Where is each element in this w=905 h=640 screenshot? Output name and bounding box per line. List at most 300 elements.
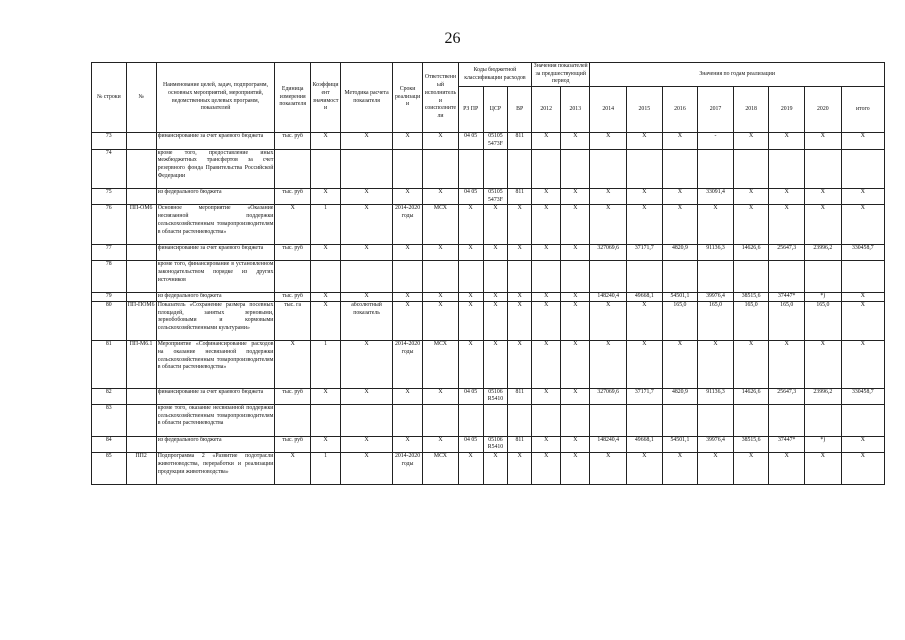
row-value-cell-2018 xyxy=(733,261,769,293)
row-value-cell-2013: X xyxy=(561,133,590,149)
row-value-cell-2016: X xyxy=(662,189,698,205)
row-value-cell-2014 xyxy=(590,149,627,189)
row-value-cell-2013 xyxy=(561,149,590,189)
row-vr-cell: X xyxy=(508,293,532,302)
row-value-cell-2012: X xyxy=(532,189,561,205)
header-year-2012: 2012 xyxy=(532,87,561,133)
row-value-cell-2014: 148240,4 xyxy=(590,293,627,302)
row-value-cell-2020: X xyxy=(805,453,842,485)
row-value-cell-2018 xyxy=(733,404,769,436)
row-responsible-cell: X xyxy=(423,436,459,452)
row-value-cell-2020: 23996,2 xyxy=(805,388,842,404)
header-year-2019: 2019 xyxy=(769,87,805,133)
row-code-cell: ПП-М6.1 xyxy=(126,341,156,388)
row-value-cell-2016: 54501,1 xyxy=(662,293,698,302)
row-value-cell-2013: X xyxy=(561,453,590,485)
row-value-cell-2016: 4820,9 xyxy=(662,388,698,404)
header-code-no: № xyxy=(126,63,156,133)
table-row xyxy=(92,341,885,388)
row-unit-cell: тыс. руб xyxy=(275,244,311,260)
row-value-cell-2016: X xyxy=(662,453,698,485)
row-vr-cell: X xyxy=(508,301,532,341)
header-period: Сроки реализации xyxy=(392,63,422,133)
row-number-cell: 76 xyxy=(92,205,127,245)
row-responsible-cell xyxy=(423,261,459,293)
row-value-cell-2017: 33091,4 xyxy=(698,189,734,205)
row-value-cell-2014: X xyxy=(590,453,627,485)
row-value-cell-2012: X xyxy=(532,205,561,245)
row-vr-cell: 811 xyxy=(508,189,532,205)
header-responsible: Ответственный исполнитель и соисполнители xyxy=(423,63,459,133)
row-coefficient-cell: X xyxy=(310,301,340,341)
row-value-cell-2016: X xyxy=(662,341,698,388)
row-value-cell-2016: X xyxy=(662,133,698,149)
row-value-cell-2015: 49668,1 xyxy=(627,293,663,302)
row-csr-cell: X xyxy=(483,293,508,302)
row-name-cell: кроме того, предоставление иных межбюджетных трансфертов за счет резервного фонда Правительства Российской Федерации xyxy=(156,149,275,189)
header-unit: Единица измерения показателя xyxy=(275,63,311,133)
row-vr-cell: 811 xyxy=(508,436,532,452)
row-value-cell-2012: X xyxy=(532,244,561,260)
row-value-cell-2014 xyxy=(590,261,627,293)
row-code-cell xyxy=(126,261,156,293)
row-rz-pr-cell: X xyxy=(458,453,483,485)
row-name-cell: финансирование за счет краевого бюджета xyxy=(156,244,275,260)
row-value-cell-итого: X xyxy=(841,189,884,205)
row-number-cell: 77 xyxy=(92,244,127,260)
row-value-cell-2013: X xyxy=(561,244,590,260)
row-value-cell-итого: X xyxy=(841,341,884,388)
row-value-cell-2016 xyxy=(662,404,698,436)
row-value-cell-2017: 39976,4 xyxy=(698,436,734,452)
row-name-cell: кроме того, финансирование в установленном законодательством порядке из других источников xyxy=(156,261,275,293)
row-value-cell-2019 xyxy=(769,404,805,436)
row-unit-cell xyxy=(275,149,311,189)
row-value-cell-2019: X xyxy=(769,205,805,245)
row-name-cell: Показатель «Сохранение размера посевных площадей, занятых зерновыми, зернобобовыми и кормовыми сельскохозяйственными культурами» xyxy=(156,301,275,341)
row-unit-cell xyxy=(275,404,311,436)
row-value-cell-2020: *) xyxy=(805,436,842,452)
row-value-cell-2013: X xyxy=(561,189,590,205)
row-value-cell-2018: 38515,6 xyxy=(733,436,769,452)
row-value-cell-2015: X xyxy=(627,453,663,485)
row-rz-pr-cell: X xyxy=(458,293,483,302)
row-responsible-cell: X xyxy=(423,244,459,260)
row-value-cell-2014: X xyxy=(590,133,627,149)
row-code-cell xyxy=(126,436,156,452)
header-method: Методика расчета показателя xyxy=(341,63,393,133)
header-year-2015: 2015 xyxy=(627,87,663,133)
row-period-cell: X xyxy=(392,189,422,205)
row-csr-cell: X xyxy=(483,453,508,485)
row-value-cell-2013 xyxy=(561,404,590,436)
row-rz-pr-cell: X xyxy=(458,341,483,388)
row-value-cell-2016 xyxy=(662,261,698,293)
table-body xyxy=(92,133,885,485)
row-value-cell-2018: X xyxy=(733,453,769,485)
row-responsible-cell xyxy=(423,149,459,189)
row-unit-cell: тыс. руб xyxy=(275,133,311,149)
row-value-cell-2015: X xyxy=(627,189,663,205)
row-method-cell: X xyxy=(341,205,393,245)
row-value-cell-2014: 327069,6 xyxy=(590,388,627,404)
row-code-cell xyxy=(126,189,156,205)
row-value-cell-2019: X xyxy=(769,453,805,485)
row-value-cell-2012: X xyxy=(532,133,561,149)
row-value-cell-2012: X xyxy=(532,453,561,485)
row-unit-cell: тыс. руб xyxy=(275,189,311,205)
row-responsible-cell: МСХ xyxy=(423,205,459,245)
row-unit-cell: X xyxy=(275,453,311,485)
row-coefficient-cell: X xyxy=(310,133,340,149)
row-value-cell-2016: X xyxy=(662,205,698,245)
row-value-cell-2018 xyxy=(733,149,769,189)
table-row xyxy=(92,301,885,341)
row-value-cell-2017: 165,0 xyxy=(698,301,734,341)
row-value-cell-2017 xyxy=(698,404,734,436)
row-value-cell-2015: X xyxy=(627,341,663,388)
row-responsible-cell: X xyxy=(423,189,459,205)
table-row xyxy=(92,404,885,436)
row-value-cell-итого xyxy=(841,404,884,436)
row-csr-cell: X xyxy=(483,205,508,245)
row-rz-pr-cell: X xyxy=(458,301,483,341)
row-value-cell-2015 xyxy=(627,261,663,293)
row-csr-cell: X xyxy=(483,244,508,260)
row-value-cell-2020: X xyxy=(805,341,842,388)
header-csr: ЦСР xyxy=(483,87,508,133)
row-period-cell: 2014-2020 годы xyxy=(392,205,422,245)
row-value-cell-2019: 165,0 xyxy=(769,301,805,341)
row-unit-cell: X xyxy=(275,205,311,245)
row-number-cell: 82 xyxy=(92,388,127,404)
row-value-cell-2018: X xyxy=(733,189,769,205)
row-value-cell-2013: X xyxy=(561,205,590,245)
row-name-cell: финансирование за счет краевого бюджета xyxy=(156,388,275,404)
header-row-no: № строки xyxy=(92,63,127,133)
table-row xyxy=(92,453,885,485)
row-rz-pr-cell xyxy=(458,404,483,436)
row-value-cell-2018: 165,0 xyxy=(733,301,769,341)
row-rz-pr-cell: X xyxy=(458,205,483,245)
table-row xyxy=(92,261,885,293)
row-value-cell-2014 xyxy=(590,404,627,436)
row-rz-pr-cell: 04 05 xyxy=(458,189,483,205)
row-rz-pr-cell xyxy=(458,261,483,293)
row-value-cell-2015: 49668,1 xyxy=(627,436,663,452)
row-method-cell xyxy=(341,261,393,293)
row-value-cell-итого: X xyxy=(841,453,884,485)
row-number-cell: 74 xyxy=(92,149,127,189)
row-coefficient-cell: X xyxy=(310,293,340,302)
row-name-cell: из федерального бюджета xyxy=(156,436,275,452)
row-coefficient-cell: X xyxy=(310,244,340,260)
row-value-cell-2012: X xyxy=(532,301,561,341)
row-value-cell-2012: X xyxy=(532,388,561,404)
row-period-cell: 2014-2020 годы xyxy=(392,341,422,388)
row-coefficient-cell xyxy=(310,404,340,436)
row-value-cell-2012: X xyxy=(532,436,561,452)
row-value-cell-итого: X xyxy=(841,301,884,341)
row-number-cell: 79 xyxy=(92,293,127,302)
row-period-cell xyxy=(392,404,422,436)
header-year-2020: 2020 xyxy=(805,87,842,133)
row-code-cell: ПП2 xyxy=(126,453,156,485)
header-year-2016: 2016 xyxy=(662,87,698,133)
row-coefficient-cell xyxy=(310,149,340,189)
row-rz-pr-cell: 04 05 xyxy=(458,133,483,149)
row-value-cell-2017: 91136,3 xyxy=(698,388,734,404)
row-code-cell xyxy=(126,244,156,260)
row-vr-cell: X xyxy=(508,453,532,485)
row-value-cell-2013 xyxy=(561,261,590,293)
row-value-cell-2013: X xyxy=(561,293,590,302)
row-vr-cell xyxy=(508,149,532,189)
row-value-cell-2013: X xyxy=(561,301,590,341)
row-unit-cell: тыс. руб xyxy=(275,293,311,302)
row-method-cell xyxy=(341,404,393,436)
row-value-cell-2012: X xyxy=(532,341,561,388)
row-method-cell: X xyxy=(341,293,393,302)
row-code-cell xyxy=(126,133,156,149)
row-value-cell-2017: X xyxy=(698,205,734,245)
row-value-cell-2014: 148240,4 xyxy=(590,436,627,452)
row-value-cell-2020 xyxy=(805,149,842,189)
row-csr-cell xyxy=(483,149,508,189)
row-name-cell: Подпрограмма 2 «Развитие подотрасли животноводства, переработки и реализации продукции животноводства» xyxy=(156,453,275,485)
row-responsible-cell: X xyxy=(423,301,459,341)
row-value-cell-2018: 38515,6 xyxy=(733,293,769,302)
row-value-cell-2012 xyxy=(532,261,561,293)
row-value-cell-2019: 25647,3 xyxy=(769,244,805,260)
table-row xyxy=(92,436,885,452)
row-value-cell-итого: X xyxy=(841,133,884,149)
row-value-cell-2019: X xyxy=(769,189,805,205)
header-budget-codes: Коды бюджетной классификации расходов xyxy=(458,63,531,87)
row-value-cell-2017 xyxy=(698,261,734,293)
row-number-cell: 80 xyxy=(92,301,127,341)
row-csr-cell: 05105 5473F xyxy=(483,189,508,205)
row-value-cell-2015: 37171,7 xyxy=(627,244,663,260)
row-csr-cell: 05106 R5410 xyxy=(483,388,508,404)
row-value-cell-2020 xyxy=(805,404,842,436)
row-value-cell-2015: X xyxy=(627,205,663,245)
header-year-2014: 2014 xyxy=(590,87,627,133)
row-value-cell-2015 xyxy=(627,404,663,436)
row-rz-pr-cell: 04 05 xyxy=(458,436,483,452)
row-value-cell-2015: 37171,7 xyxy=(627,388,663,404)
table-row xyxy=(92,388,885,404)
row-value-cell-2017: 91136,3 xyxy=(698,244,734,260)
row-value-cell-2015 xyxy=(627,149,663,189)
row-value-cell-2019 xyxy=(769,261,805,293)
row-vr-cell: 811 xyxy=(508,388,532,404)
row-coefficient-cell: 1 xyxy=(310,341,340,388)
row-responsible-cell: X xyxy=(423,388,459,404)
row-coefficient-cell: 1 xyxy=(310,453,340,485)
row-value-cell-2019 xyxy=(769,149,805,189)
row-number-cell: 73 xyxy=(92,133,127,149)
row-csr-cell: X xyxy=(483,301,508,341)
row-period-cell: X xyxy=(392,301,422,341)
row-csr-cell xyxy=(483,404,508,436)
row-number-cell: 81 xyxy=(92,341,127,388)
row-code-cell xyxy=(126,149,156,189)
row-name-cell: финансирование за счет краевого бюджета xyxy=(156,133,275,149)
row-period-cell: X xyxy=(392,293,422,302)
row-value-cell-2018: 14626,6 xyxy=(733,388,769,404)
row-period-cell: X xyxy=(392,244,422,260)
header-prev-values: Значения показателей за предшествующий период xyxy=(532,63,590,87)
row-value-cell-2019: X xyxy=(769,133,805,149)
row-value-cell-2018: X xyxy=(733,205,769,245)
header-year-2018: 2018 xyxy=(733,87,769,133)
row-value-cell-итого: X xyxy=(841,436,884,452)
row-rz-pr-cell xyxy=(458,149,483,189)
row-value-cell-итого: X xyxy=(841,205,884,245)
row-value-cell-2020: X xyxy=(805,189,842,205)
row-value-cell-2020: 23996,2 xyxy=(805,244,842,260)
row-value-cell-2014: X xyxy=(590,341,627,388)
row-name-cell: из федерального бюджета xyxy=(156,189,275,205)
row-value-cell-2020: *) xyxy=(805,293,842,302)
row-method-cell: X xyxy=(341,189,393,205)
row-method-cell: абсолютный показатель xyxy=(341,301,393,341)
row-code-cell xyxy=(126,293,156,302)
table-row xyxy=(92,149,885,189)
table-row xyxy=(92,133,885,149)
row-value-cell-2017 xyxy=(698,149,734,189)
row-value-cell-2017: X xyxy=(698,341,734,388)
row-coefficient-cell: X xyxy=(310,436,340,452)
row-rz-pr-cell: X xyxy=(458,244,483,260)
row-period-cell: X xyxy=(392,436,422,452)
row-responsible-cell: МСХ xyxy=(423,453,459,485)
header-name: Наименование целей, задач, подпрограмм, основных мероприятий, мероприятий, ведомственных целевых программ, показателей xyxy=(156,63,275,133)
header-rz-pr: РЗ ПР xyxy=(458,87,483,133)
row-value-cell-2018: X xyxy=(733,341,769,388)
row-value-cell-итого: 330458,7 xyxy=(841,388,884,404)
row-responsible-cell: X xyxy=(423,293,459,302)
row-name-cell: Основное мероприятие «Оказание несвязанной поддержки сельскохозяйственным товаропроизводителям в области растениеводства» xyxy=(156,205,275,245)
row-code-cell xyxy=(126,404,156,436)
header-year-2013: 2013 xyxy=(561,87,590,133)
row-value-cell-2016: 54501,1 xyxy=(662,436,698,452)
row-method-cell: X xyxy=(341,133,393,149)
row-unit-cell: тыс. руб xyxy=(275,436,311,452)
row-number-cell: 84 xyxy=(92,436,127,452)
row-code-cell: ПП-ПОМ6 xyxy=(126,301,156,341)
page-number: 26 xyxy=(444,30,461,47)
row-responsible-cell: X xyxy=(423,133,459,149)
row-value-cell-2012: X xyxy=(532,293,561,302)
row-value-cell-2017: 39976,4 xyxy=(698,293,734,302)
row-value-cell-2020: 165,0 xyxy=(805,301,842,341)
row-period-cell: X xyxy=(392,133,422,149)
row-value-cell-2020 xyxy=(805,261,842,293)
row-value-cell-2019: 37447* xyxy=(769,436,805,452)
row-unit-cell xyxy=(275,261,311,293)
row-vr-cell: X xyxy=(508,205,532,245)
row-value-cell-2020: X xyxy=(805,133,842,149)
row-code-cell xyxy=(126,388,156,404)
table-row xyxy=(92,205,885,245)
row-method-cell: X xyxy=(341,388,393,404)
row-name-cell: кроме того, оказание несвязанной поддержки сельскохозяйственным товаропроизводителям в области растениеводства xyxy=(156,404,275,436)
row-period-cell: 2014-2020 годы xyxy=(392,453,422,485)
row-value-cell-2019: 25647,3 xyxy=(769,388,805,404)
row-value-cell-2018: 14626,6 xyxy=(733,244,769,260)
row-unit-cell: тыс. га xyxy=(275,301,311,341)
row-value-cell-2013: X xyxy=(561,388,590,404)
row-method-cell xyxy=(341,149,393,189)
row-value-cell-2014: X xyxy=(590,189,627,205)
row-value-cell-2014: 327069,6 xyxy=(590,244,627,260)
row-period-cell: X xyxy=(392,388,422,404)
row-value-cell-итого: X xyxy=(841,293,884,302)
table-row xyxy=(92,293,885,302)
row-value-cell-2020: X xyxy=(805,205,842,245)
row-csr-cell: X xyxy=(483,341,508,388)
header-vr: ВР xyxy=(508,87,532,133)
program-indicators-table xyxy=(91,62,885,485)
row-value-cell-2016: 4820,9 xyxy=(662,244,698,260)
row-value-cell-2015: X xyxy=(627,133,663,149)
table-row xyxy=(92,189,885,205)
row-value-cell-2014: X xyxy=(590,205,627,245)
row-value-cell-итого: 330458,7 xyxy=(841,244,884,260)
table-row xyxy=(92,244,885,260)
row-vr-cell xyxy=(508,261,532,293)
row-csr-cell: 05105 5473F xyxy=(483,133,508,149)
row-vr-cell: X xyxy=(508,244,532,260)
row-code-cell: ПП-ОМ6 xyxy=(126,205,156,245)
row-number-cell: 78 xyxy=(92,261,127,293)
row-responsible-cell: МСХ xyxy=(423,341,459,388)
row-value-cell-2014: X xyxy=(590,301,627,341)
header-year-2017: 2017 xyxy=(698,87,734,133)
row-value-cell-2013: X xyxy=(561,436,590,452)
row-value-cell-итого xyxy=(841,149,884,189)
row-method-cell: X xyxy=(341,436,393,452)
row-coefficient-cell: X xyxy=(310,388,340,404)
row-value-cell-2016: 165,0 xyxy=(662,301,698,341)
row-name-cell: из федерального бюджета xyxy=(156,293,275,302)
row-value-cell-2017: X xyxy=(698,453,734,485)
row-method-cell: X xyxy=(341,453,393,485)
row-csr-cell xyxy=(483,261,508,293)
row-method-cell: X xyxy=(341,244,393,260)
row-number-cell: 83 xyxy=(92,404,127,436)
row-value-cell-2018: X xyxy=(733,133,769,149)
row-vr-cell: 811 xyxy=(508,133,532,149)
row-number-cell: 75 xyxy=(92,189,127,205)
row-method-cell: X xyxy=(341,341,393,388)
row-value-cell-2012 xyxy=(532,404,561,436)
row-vr-cell xyxy=(508,404,532,436)
row-csr-cell: 05106 R5410 xyxy=(483,436,508,452)
row-value-cell-2019: X xyxy=(769,341,805,388)
row-value-cell-2016 xyxy=(662,149,698,189)
row-rz-pr-cell: 04 05 xyxy=(458,388,483,404)
header-coefficient: Коэффициент значимости xyxy=(310,63,340,133)
row-unit-cell: X xyxy=(275,341,311,388)
row-period-cell xyxy=(392,149,422,189)
row-number-cell: 85 xyxy=(92,453,127,485)
row-value-cell-2013: X xyxy=(561,341,590,388)
header-total: итого xyxy=(841,87,884,133)
row-name-cell: Мероприятие «Софинансирование расходов на оказание несвязанной поддержки сельскохозяйственным товаропроизводителям в области растениеводства» xyxy=(156,341,275,388)
